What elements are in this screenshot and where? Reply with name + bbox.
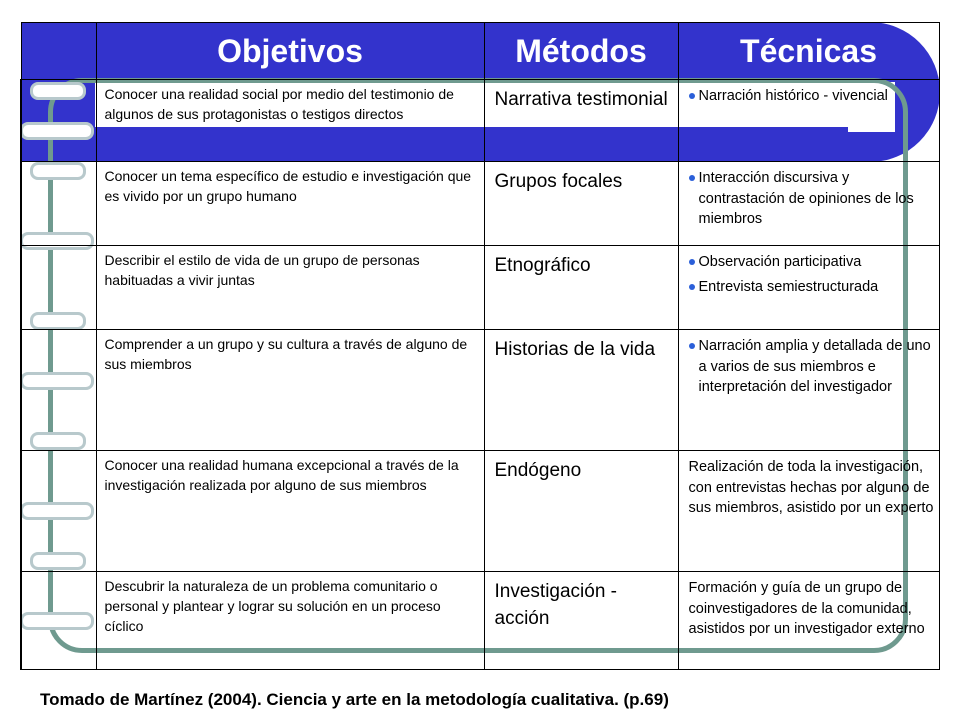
- table-header-row: [21, 23, 939, 80]
- tecnica-item: Observación participativa: [689, 252, 935, 273]
- objetivo-cell: Conocer una realidad social por medio del testimonio de algunos de sus protagonistas o testigos directos: [96, 80, 484, 162]
- tecnica-item: Entrevista semiestructurada: [689, 277, 935, 298]
- metodo-cell: Narrativa testimonial: [484, 80, 678, 162]
- tecnica-text: Formación y guía de un grupo de coinvestigadores de la comunidad, asistidos por un investigador externo: [688, 580, 925, 637]
- tecnica-list: [689, 336, 935, 398]
- tecnica-cell: [678, 246, 939, 330]
- table-row: [21, 330, 939, 451]
- metodo-cell: Historias de la vida: [484, 330, 678, 451]
- tecnica-item: Narración histórico - vivencial: [689, 86, 935, 107]
- objetivo-cell: Comprender a un grupo y su cultura a través de alguno de sus miembros: [96, 330, 484, 451]
- tecnica-list: [689, 86, 935, 107]
- header-objetivos: Objetivos: [96, 23, 484, 80]
- objetivo-cell: Descubrir la naturaleza de un problema comunitario o personal y plantear y lograr su solución en un proceso cíclico: [96, 572, 484, 670]
- tecnica-item: Interacción discursiva y contrastación de opiniones de los miembros: [689, 168, 935, 230]
- metodo-cell: Investigación - acción: [484, 572, 678, 670]
- metodo-cell: Endógeno: [484, 451, 678, 572]
- table-row: [21, 451, 939, 572]
- table-row: [21, 162, 939, 246]
- tecnica-text: Realización de toda la investigación, con entrevistas hechas por alguno de sus miembros, asistido por un experto: [688, 459, 934, 516]
- header-metodos: Métodos: [484, 23, 678, 80]
- objetivo-cell: Conocer una realidad humana excepcional a través de la investigación realizada por alguno de sus miembros: [96, 451, 484, 572]
- tecnica-cell: [678, 80, 939, 162]
- tecnica-cell: [678, 330, 939, 451]
- table-row: [21, 80, 939, 162]
- tecnica-cell: [678, 451, 939, 572]
- tecnica-cell: [678, 162, 939, 246]
- metodo-cell: Etnográfico: [484, 246, 678, 330]
- tecnica-list: [689, 252, 935, 297]
- methods-table: [20, 22, 940, 670]
- table-body: [21, 80, 939, 670]
- header-blank: [21, 23, 96, 80]
- metodo-cell: Grupos focales: [484, 162, 678, 246]
- header-tecnicas: Técnicas: [678, 23, 939, 80]
- row-blank-cell: [21, 246, 96, 330]
- row-blank-cell: [21, 572, 96, 670]
- objetivo-cell: Conocer un tema específico de estudio e investigación que es vivido por un grupo humano: [96, 162, 484, 246]
- row-blank-cell: [21, 162, 96, 246]
- tecnica-cell: [678, 572, 939, 670]
- table-row: [21, 246, 939, 330]
- row-blank-cell: [21, 80, 96, 162]
- row-blank-cell: [21, 451, 96, 572]
- table-row: [21, 572, 939, 670]
- source-caption: Tomado de Martínez (2004). Ciencia y arte en la metodología cualitativa. (p.69): [40, 690, 669, 709]
- tecnica-list: [689, 168, 935, 230]
- row-blank-cell: [21, 330, 96, 451]
- tecnica-item: Narración amplia y detallada de uno a varios de sus miembros e interpretación del investigador: [689, 336, 935, 398]
- objetivo-cell: Describir el estilo de vida de un grupo de personas habituadas a vivir juntas: [96, 246, 484, 330]
